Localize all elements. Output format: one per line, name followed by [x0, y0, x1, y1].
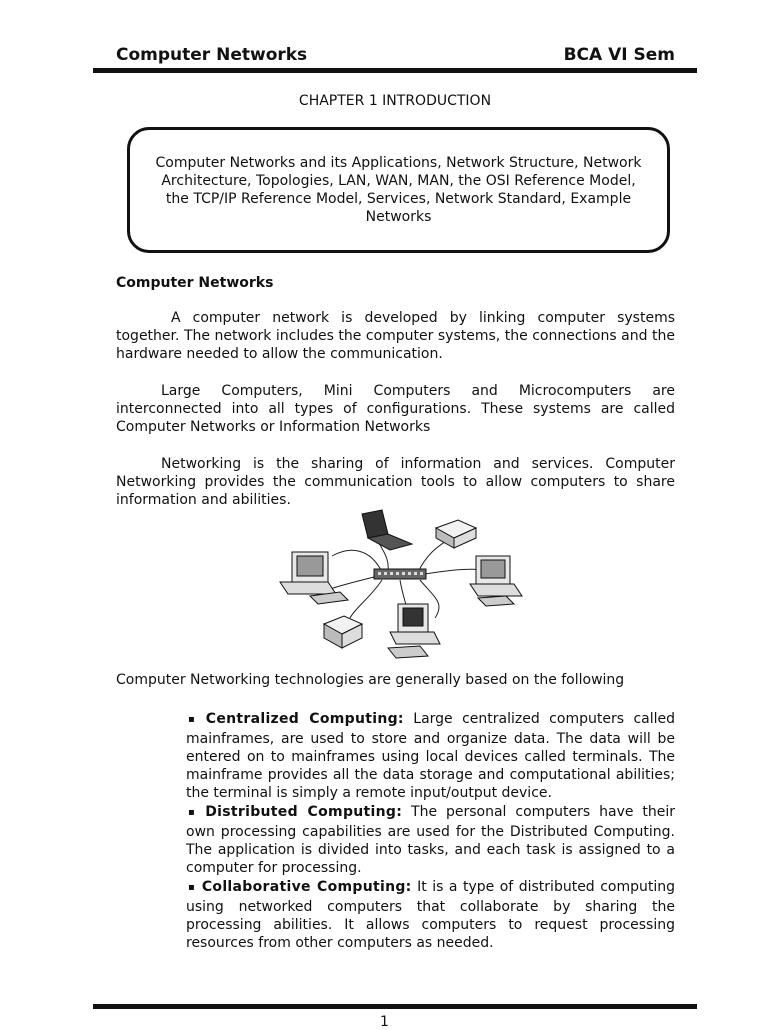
page-header — [116, 45, 675, 69]
chapter-summary-box — [127, 127, 670, 253]
paragraph-technologies-intro: Computer Networking technologies are generally based on the following — [116, 672, 625, 688]
header-rule — [93, 68, 697, 73]
page-number: 1 — [380, 1014, 389, 1030]
printer-icon — [324, 616, 362, 648]
footer-rule — [93, 1004, 697, 1009]
bullet-square-icon: ▪ — [188, 882, 196, 893]
paragraph-sharing: Networking is the sharing of information and services. Computer Networking provides the communication tools to allow computers to share information and abilities. — [116, 456, 675, 508]
header-course-title: Computer Networks — [116, 45, 308, 65]
list-item: ▪ Centralized Computing: Large centralized computers called mainframes, are used to store and organize data. The data will be entered on to mainframes using local devices called terminals. The mainframe provides all the data storage and computational abilities; the terminal is simply a remote input/output device. — [186, 711, 675, 801]
paragraph-definition: A computer network is developed by linking computer systems together. The network includes the computer systems, the connections and the hardware needed to allow the communication. — [116, 310, 675, 362]
section-heading: Computer Networks — [116, 275, 274, 291]
network-hub-icon — [374, 569, 426, 579]
list-item: ▪ Distributed Computing: The personal computers have their own processing capabilities are used for the Distributed Computing. The application is divided into tasks, and each task is assigned to a computer for processing. — [186, 804, 676, 876]
desktop-computer-icon — [280, 552, 348, 604]
laptop-icon — [362, 510, 412, 550]
chapter-summary-text: Computer Networks and its Applications, Network Structure, Network Architecture, Topologies, LAN, WAN, MAN, the OSI Reference Model, the TCP/IP Reference Model, Services, Network Standard, Example Networks — [155, 155, 642, 225]
chapter-title: CHAPTER 1 INTRODUCTION — [298, 93, 492, 109]
network-illustration — [270, 508, 535, 660]
desktop-computer-icon — [470, 556, 522, 606]
paragraph-types: Large Computers, Mini Computers and Microcomputers are interconnected into all types of configurations. These systems are called Computer Networks or Information Networks — [116, 383, 675, 435]
bullet-square-icon: ▪ — [188, 714, 200, 725]
bullet-square-icon: ▪ — [188, 807, 200, 818]
list-item: ▪ Collaborative Computing: It is a type of distributed computing using networked computers that collaborate by sharing the processing abilities. It allows computers to request processing resources from other computers as needed. — [186, 879, 675, 951]
computing-types-list — [186, 710, 675, 953]
desktop-computer-icon — [388, 604, 440, 658]
header-semester: BCA VI Sem — [563, 45, 675, 65]
